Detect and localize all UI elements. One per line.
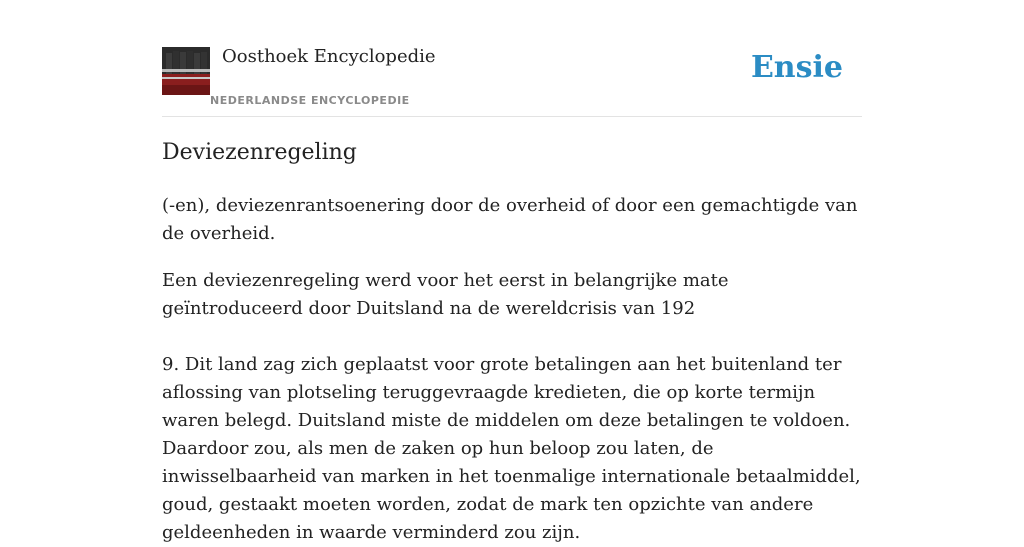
site-header bbox=[162, 0, 862, 117]
brand-logo[interactable]: Ensie bbox=[750, 50, 843, 85]
site-subtitle: NEDERLANDSE ENCYCLOPEDIE bbox=[210, 94, 410, 107]
site-title[interactable]: Oosthoek Encyclopedie bbox=[222, 46, 436, 67]
article-card bbox=[162, 0, 862, 543]
article-title: Deviezenregeling bbox=[162, 140, 357, 165]
article-paragraph: Een deviezenregeling werd voor het eerst in belangrijke mate geïntroduceerd door Duitsland na de wereldcrisis van 192 bbox=[162, 270, 729, 319]
article-paragraph: 9. Dit land zag zich geplaatst voor grote betalingen aan het buitenland ter aflossing van plotseling teruggevraagde kredieten, die op korte termijn waren belegd. Duitsland miste de middelen om deze betalingen te voldoen. Daardoor zou, als men de zaken op hun beloop zou laten, de inwisselbaarheid van marken in het toenmalige internationale betaalmiddel, goud, gestaakt moeten worden, zodat de mark ten opzichte van andere geldeenheden in waarde verminderd zou zijn. bbox=[162, 354, 861, 543]
article-paragraph: (-en), deviezenrantsoenering door de overheid of door een gemachtigde van de overheid. bbox=[162, 195, 858, 244]
encyclopedia-books-icon[interactable] bbox=[162, 47, 210, 95]
